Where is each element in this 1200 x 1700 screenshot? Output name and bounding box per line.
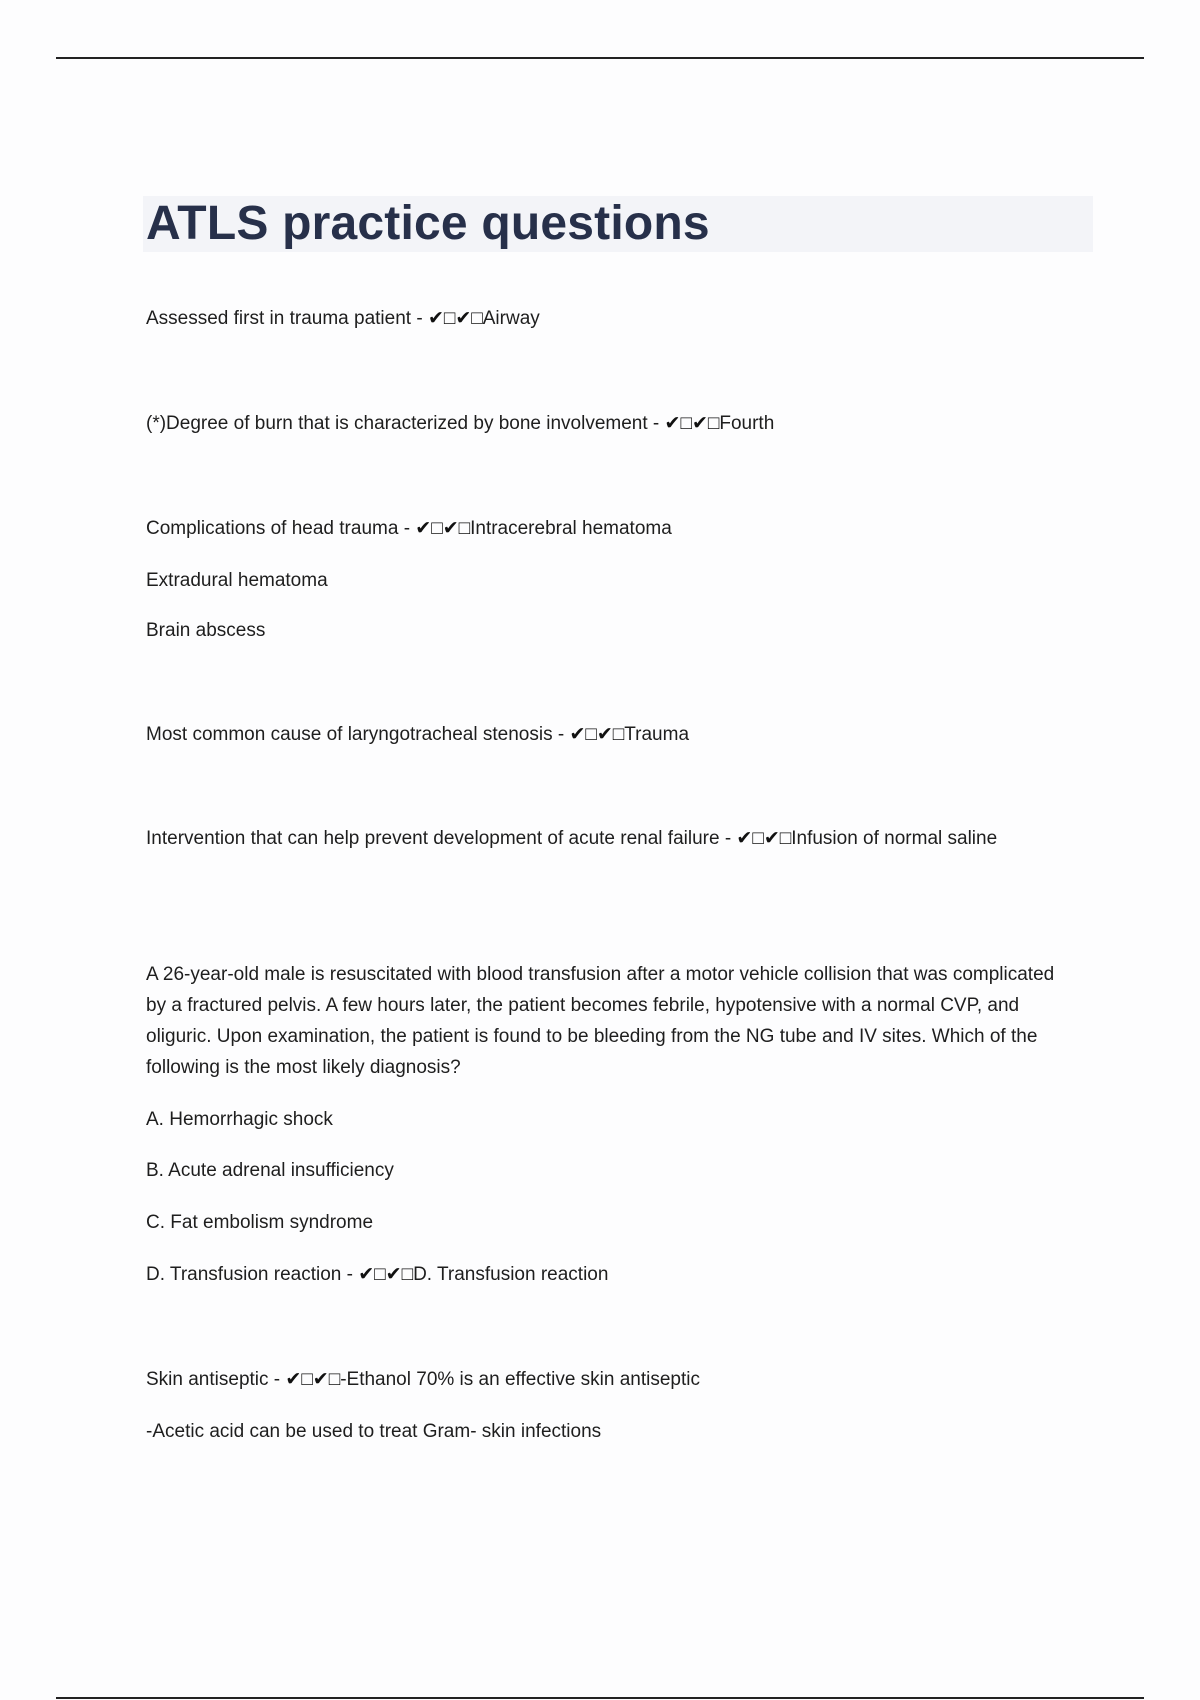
check-marker-icon: ✔□✔□: [415, 518, 471, 539]
answer-line: -Acetic acid can be used to treat Gram- skin infections: [146, 1421, 602, 1442]
answer-text: Infusion of normal saline: [791, 828, 998, 849]
question-text: D. Transfusion reaction -: [146, 1264, 359, 1285]
option-d: [146, 1259, 608, 1290]
option-a: A. Hemorrhagic shock: [146, 1109, 333, 1130]
answer-line: Brain abscess: [146, 620, 266, 641]
check-marker-icon: ✔□✔□: [427, 308, 483, 329]
answer-text: Intracerebral hematoma: [470, 518, 672, 539]
check-marker-icon: ✔□✔□: [285, 1369, 341, 1390]
option-c: C. Fat embolism syndrome: [146, 1212, 374, 1233]
answer-text: Trauma: [624, 724, 690, 745]
answer-text: D. Transfusion reaction: [413, 1264, 609, 1285]
question-text: Intervention that can help prevent development of acute renal failure -: [146, 828, 737, 849]
question-text: Complications of head trauma -: [146, 518, 416, 539]
check-marker-icon: ✔□✔□: [664, 413, 720, 434]
answer-line: Extradural hematoma: [146, 570, 328, 591]
page-title: ATLS practice questions: [146, 197, 710, 250]
header-rule: [56, 57, 1144, 59]
question-text: Most common cause of laryngotracheal stenosis -: [146, 724, 570, 745]
qa-skin-antiseptic: [146, 1364, 700, 1395]
answer-text: Fourth: [719, 413, 775, 434]
check-marker-icon: ✔□✔□: [569, 724, 625, 745]
question-text: Skin antiseptic -: [146, 1369, 286, 1390]
qa-stenosis: [146, 719, 689, 750]
qa-renal-failure: [146, 823, 1076, 854]
footer-rule: [56, 1697, 1144, 1699]
qa-airway: [146, 303, 540, 334]
option-b: B. Acute adrenal insufficiency: [146, 1160, 394, 1181]
qa-burn-degree: [146, 408, 774, 439]
answer-text: Airway: [482, 308, 540, 329]
qa-head-trauma: [146, 513, 672, 544]
question-text: (*)Degree of burn that is characterized by bone involvement -: [146, 413, 665, 434]
check-marker-icon: ✔□✔□: [358, 1264, 414, 1285]
answer-text: -Ethanol 70% is an effective skin antiseptic: [340, 1369, 700, 1390]
check-marker-icon: ✔□✔□: [736, 828, 792, 849]
question-text: Assessed first in trauma patient -: [146, 308, 428, 329]
case-question: A 26-year-old male is resuscitated with blood transfusion after a motor vehicle collision that was complicated by a fractured pelvis. A few hours later, the patient becomes febrile, hypotensive with a normal CVP, and oliguric. Upon examination, the patient is found to be bleeding from the NG tube and IV sites. Which of the following is the most likely diagnosis?: [146, 964, 1055, 1078]
